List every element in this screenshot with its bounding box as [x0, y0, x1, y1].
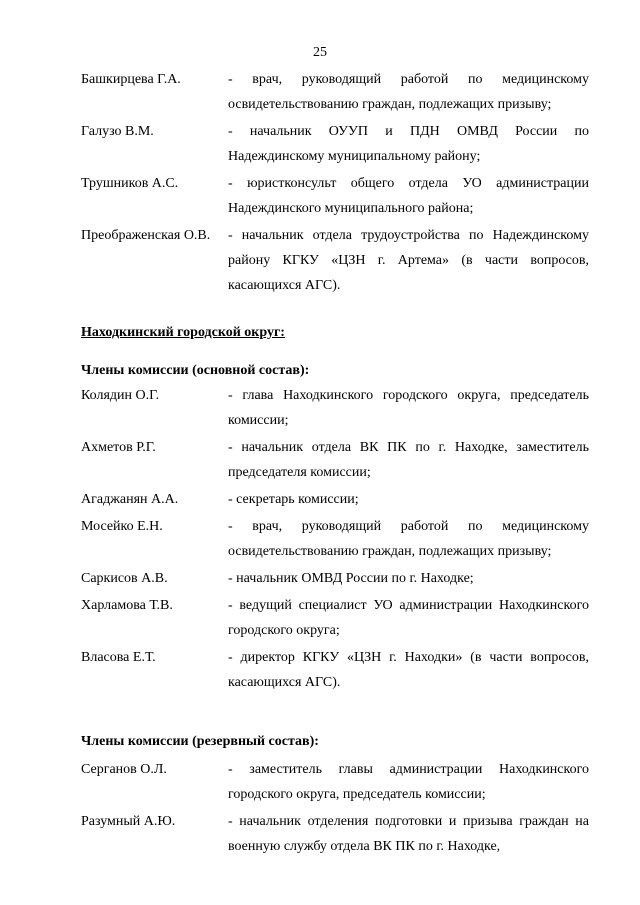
member-entry [81, 119, 589, 169]
member-name: Серганов О.Л. [81, 762, 167, 777]
member-role: - секретарь комиссии; [228, 492, 359, 507]
member-name: Галузо В.М. [81, 124, 154, 139]
member-role: - юристконсульт общего отдела УО администрации Надеждинского муниципального района; [228, 176, 589, 216]
member-name: Мосейко Е.Н. [81, 519, 163, 534]
member-name: Власова Е.Т. [81, 650, 156, 665]
member-entry [81, 809, 589, 859]
member-role: - начальник ОМВД России по г. Находке; [228, 571, 474, 586]
member-name: Колядин О.Г. [81, 388, 160, 403]
member-entry [81, 223, 589, 298]
member-role: - начальник отдела ВК ПК по г. Находке, заместитель председателя комиссии; [228, 440, 589, 480]
member-role: - начальник отделения подготовки и призыва граждан на военную службу отдела ВК ПК по г. Находке, [228, 814, 589, 854]
member-entry [81, 67, 589, 117]
member-entry [81, 566, 589, 591]
main-members-heading: Члены комиссии (основной состав): [81, 363, 310, 378]
member-role: - директор КГКУ «ЦЗН г. Находки» (в части вопросов, касающихся АГС). [228, 650, 589, 690]
member-entry [81, 383, 589, 433]
reserve-members-heading: Члены комиссии (резервный состав): [81, 734, 319, 749]
document-body [81, 67, 589, 859]
member-entry [81, 514, 589, 564]
member-name: Харламова Т.В. [81, 598, 173, 613]
district-heading: Находкинский городской округ: [81, 325, 285, 340]
member-name: Башкирцева Г.А. [81, 72, 181, 87]
member-name: Трушников А.С. [81, 176, 179, 191]
member-name: Саркисов А.В. [81, 571, 168, 586]
member-entry [81, 171, 589, 221]
member-name: Разумный А.Ю. [81, 814, 176, 829]
member-entry [81, 487, 589, 512]
member-name: Преображенская О.В. [81, 228, 211, 243]
member-role: - врач, руководящий работой по медицинскому освидетельствованию граждан, подлежащих призыву; [228, 519, 589, 559]
member-name: Ахметов Р.Г. [81, 440, 156, 455]
member-name: Агаджанян А.А. [81, 492, 179, 507]
member-role: - заместитель главы администрации Находкинского городского округа, председатель комиссии; [228, 762, 589, 802]
member-role: - врач, руководящий работой по медицинскому освидетельствованию граждан, подлежащих призыву; [228, 72, 589, 112]
page-number: 25 [313, 45, 327, 60]
member-role: - начальник ОУУП и ПДН ОМВД России по Надеждинскому муниципальному району; [228, 124, 589, 164]
member-entry [81, 435, 589, 485]
member-role: - начальник отдела трудоустройства по Надеждинскому району КГКУ «ЦЗН г. Артема» (в части вопросов, касающихся АГС). [228, 228, 589, 293]
member-entry [81, 593, 589, 643]
member-entry [81, 645, 589, 695]
member-role: - ведущий специалист УО администрации Находкинского городского округа; [228, 598, 589, 638]
member-role: - глава Находкинского городского округа, председатель комиссии; [228, 388, 589, 428]
member-entry [81, 757, 589, 807]
